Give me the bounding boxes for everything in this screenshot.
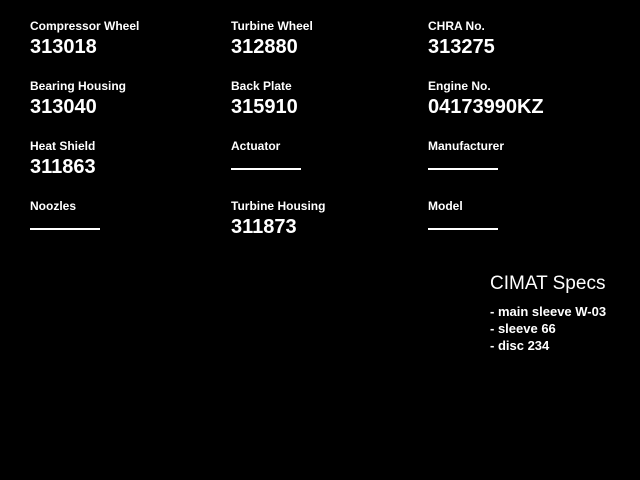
field-value: 311873 (231, 216, 297, 238)
spec-item: - disc 234 (490, 338, 550, 353)
field-turbine-housing (231, 199, 325, 238)
field-label: Model (428, 199, 463, 213)
field-label: Noozles (30, 199, 77, 213)
field-label: CHRA No. (428, 19, 485, 33)
field-model (428, 199, 498, 230)
field-value: 311863 (30, 156, 96, 178)
field-label: Actuator (231, 139, 281, 153)
empty-value-line (428, 168, 498, 170)
field-turbine-wheel (231, 19, 313, 58)
field-label: Manufacturer (428, 139, 505, 153)
field-value: 313040 (30, 96, 97, 118)
field-label: Bearing Housing (30, 79, 127, 93)
field-actuator (231, 139, 301, 170)
spec-item: - sleeve 66 (490, 321, 556, 336)
empty-value-line (231, 168, 301, 170)
field-label: Compressor Wheel (30, 19, 140, 33)
field-noozles (30, 199, 100, 230)
field-value: 315910 (231, 96, 298, 118)
field-engine-no (428, 79, 544, 118)
empty-value-line (30, 228, 100, 230)
cimat-specs-panel (490, 273, 606, 354)
field-value: 313018 (30, 36, 97, 58)
spec-item: - main sleeve W-03 (490, 304, 607, 319)
field-label: Turbine Housing (231, 199, 326, 213)
specs-title: CIMAT Specs (490, 273, 606, 294)
empty-value-line (428, 228, 498, 230)
field-manufacturer (428, 139, 504, 170)
field-value: 313275 (428, 36, 495, 58)
field-heat-shield (30, 139, 96, 178)
field-label: Heat Shield (30, 139, 96, 153)
field-label: Engine No. (428, 79, 491, 93)
specs-list (490, 303, 606, 354)
field-value: 312880 (231, 36, 298, 58)
field-back-plate (231, 79, 298, 118)
field-bearing-housing (30, 79, 126, 118)
field-label: Turbine Wheel (231, 19, 313, 33)
field-value: 04173990KZ (428, 96, 544, 118)
field-chra-no (428, 19, 495, 58)
field-label: Back Plate (231, 79, 292, 93)
field-compressor-wheel (30, 19, 139, 58)
